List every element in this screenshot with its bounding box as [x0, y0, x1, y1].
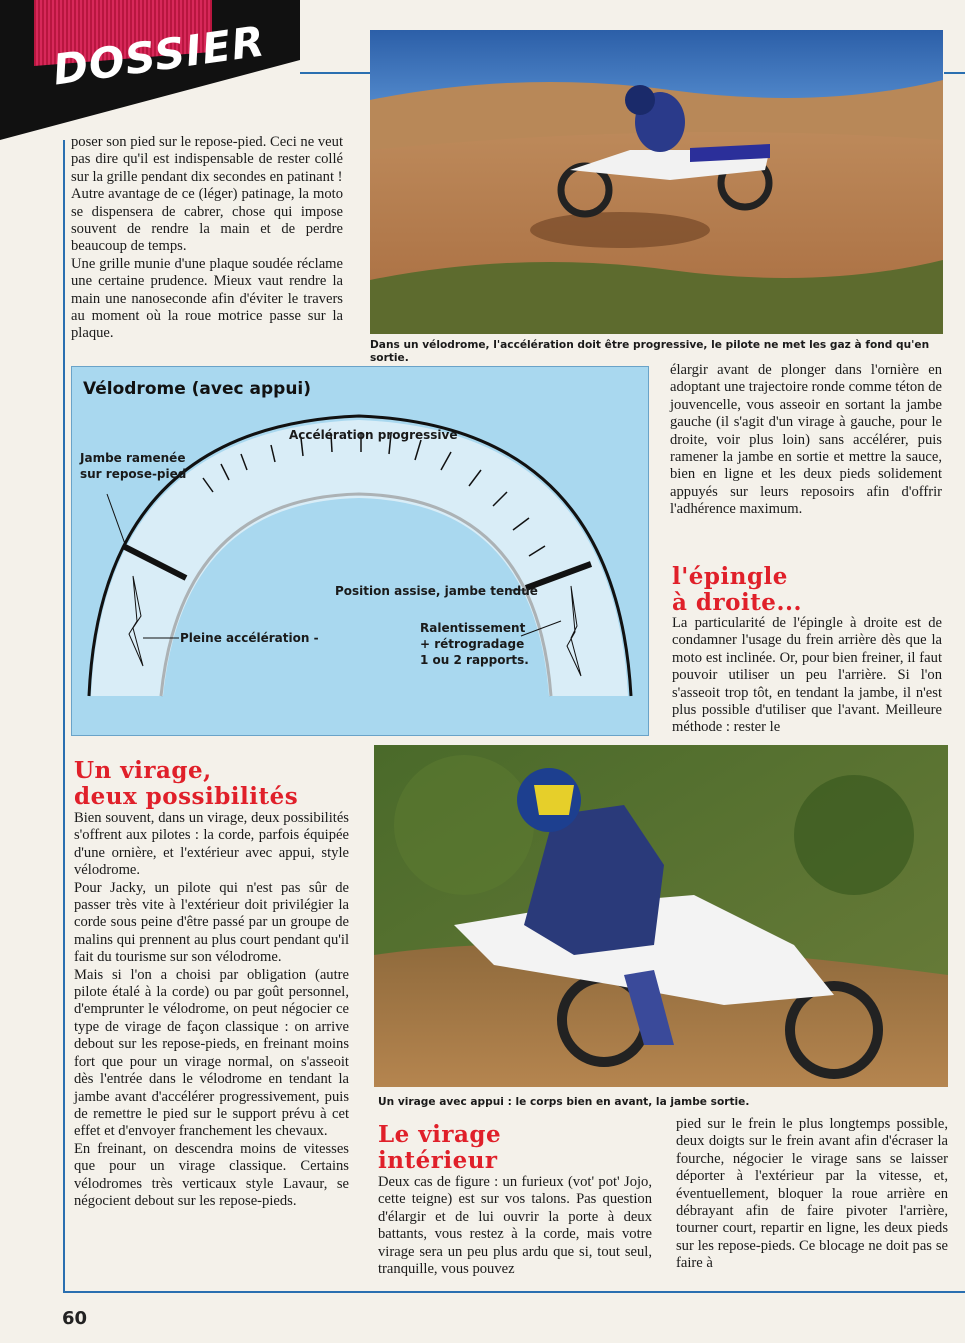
diagram-art — [71, 366, 647, 734]
intro-text: poser son pied sur le repose-pied. Ceci ne veut pas dire qu'il est indispensable de rester collé sur la grille pendant dix secondes en patinant ! Autre avantage de ce (léger) patinage, la moto se dispensera de cabrer, chose qui impose souvent de rendre la main et de perdre beaucoup de temps. Une grille munie d'une plaque soudée réclame une certaine prudence. Mieux vaut rendre la main une nanoseconde afin d'éviter le travers au moment où la roue motrice passe sur la plaque. — [71, 134, 343, 342]
motocross-velodrome-image — [370, 30, 943, 334]
diagram-label-ralenti-3: 1 ou 2 rapports. — [420, 653, 529, 667]
top-photo-caption: Dans un vélodrome, l'accélération doit être progressive, le pilote ne met les gaz à fond qu'en sortie. — [370, 339, 930, 364]
diagram-label-pleine: Pleine accélération - — [180, 631, 319, 645]
left-rule — [63, 140, 65, 1292]
bottom-right-text: pied sur le frein le plus longtemps possible, deux doigts sur le frein avant afin d'écraser la fourche, négocier le virage sans se laisser déporter à l'extérieur par la vitesse, et, éventuellement, bloquer la roue arrière en débrayant afin de faire pivoter l'arrière, tourner court, repartir en ligne, les deux pieds sur les repose-pieds. Ce blocage ne doit pas se faire à — [676, 1116, 948, 1272]
right-top-text: élargir avant de plonger dans l'ornière en adoptant une trajectoire ronde comme téton de jouvencelle, vous asseoir en sortant la jambe gauche (il s'agit d'un virage à gauche, pour le droite, voir plus loin) sans accélérer, puis ramener la jambe en sortie et mettre la sauce, bien en ligne et les deux pieds solidement appuyés sur leurs reposoirs afin d'offrir l'adhérence maximum. — [670, 362, 942, 518]
diagram-label-position: Position assise, jambe tendue — [335, 584, 538, 598]
mid-rule — [300, 72, 370, 74]
virage-title-2: deux possibilités — [74, 783, 299, 810]
epingle-text: La particularité de l'épingle à droite est de condamner l'usage du frein arrière dès que la moto est inclinée. Or, pour bien freiner, il faut pouvoir utiliser un peu l'arrière. Si l'on s'asseoit trop tôt, en tendant la jambe, il n'est plus possible d'utiliser que l'avant. Meilleure méthode : rester le — [672, 615, 942, 736]
interieur-title-1: Le virage — [378, 1121, 502, 1148]
bottom-rule — [63, 1291, 965, 1293]
diagram-title: Vélodrome (avec appui) — [83, 379, 312, 399]
interieur-title-2: intérieur — [378, 1147, 498, 1174]
virage-title-1: Un virage, — [74, 757, 212, 784]
motocross-turn-image — [374, 745, 948, 1087]
diagram-label-jambe-2: sur repose-pied — [80, 467, 187, 481]
page-number: 60 — [62, 1308, 88, 1329]
diagram-label-ralenti-2: + rétrogradage — [420, 637, 525, 651]
section-label: DOSSIER — [50, 16, 268, 95]
top-rule — [944, 72, 965, 74]
top-photo — [370, 30, 943, 334]
epingle-title-2: à droite... — [672, 589, 802, 616]
interieur-text: Deux cas de figure : un furieux (vot' pot' Jojo, cette teigne) est sur vos talons. Pas question d'élargir et de lui ouvrir la porte à deux battants, vous restez à la corde, mais votre virage sera un peu plus ardu que si, tout seul, tranquille, vous pouvez — [378, 1174, 652, 1278]
virage-text: Bien souvent, dans un virage, deux possibilités s'offrent aux pilotes : la corde, parfois équipée d'une ornière, et l'extérieur avec appui, style vélodrome. Pour Jacky, un pilote qui n'est pas sûr de passer très vite à l'extérieur doit privilégier la corde sous peine d'être passé par un groupe de malins qui prennent au plus court pendant qu'il fait du tourisme sur son vélodrome. Mais si l'on a choisi par obligation (autre pilote étalé à la corde) ou par goût personnel, d'emprunter le vélodrome, on peut négocier ce type de virage de façon classique : on arrive debout sur les repose-pieds, en freinant moins fort que pour un virage normal, on s'asseoit dès l'entrée dans le vélodrome en tendant la jambe avant d'accélérer progressivement, puis de remettre le pied sur le support prévu à cet effet et d'envoyer franchement les chevaux. En freinant, on descendra moins de vitesses que pour un virage classique. Certains vélodromes très verticaux style Lavaur, se négocient debout sur les repose-pieds. — [74, 810, 349, 1209]
diagram-label-acceleration: Accélération progressive — [289, 428, 458, 442]
bottom-photo-caption: Un virage avec appui : le corps bien en avant, la jambe sortie. — [378, 1096, 750, 1108]
bottom-photo — [374, 745, 948, 1087]
diagram-label-ralenti-1: Ralentissement — [420, 621, 526, 635]
epingle-title-1: l'épingle — [672, 563, 788, 590]
diagram-label-jambe-1: Jambe ramenée — [80, 451, 186, 465]
